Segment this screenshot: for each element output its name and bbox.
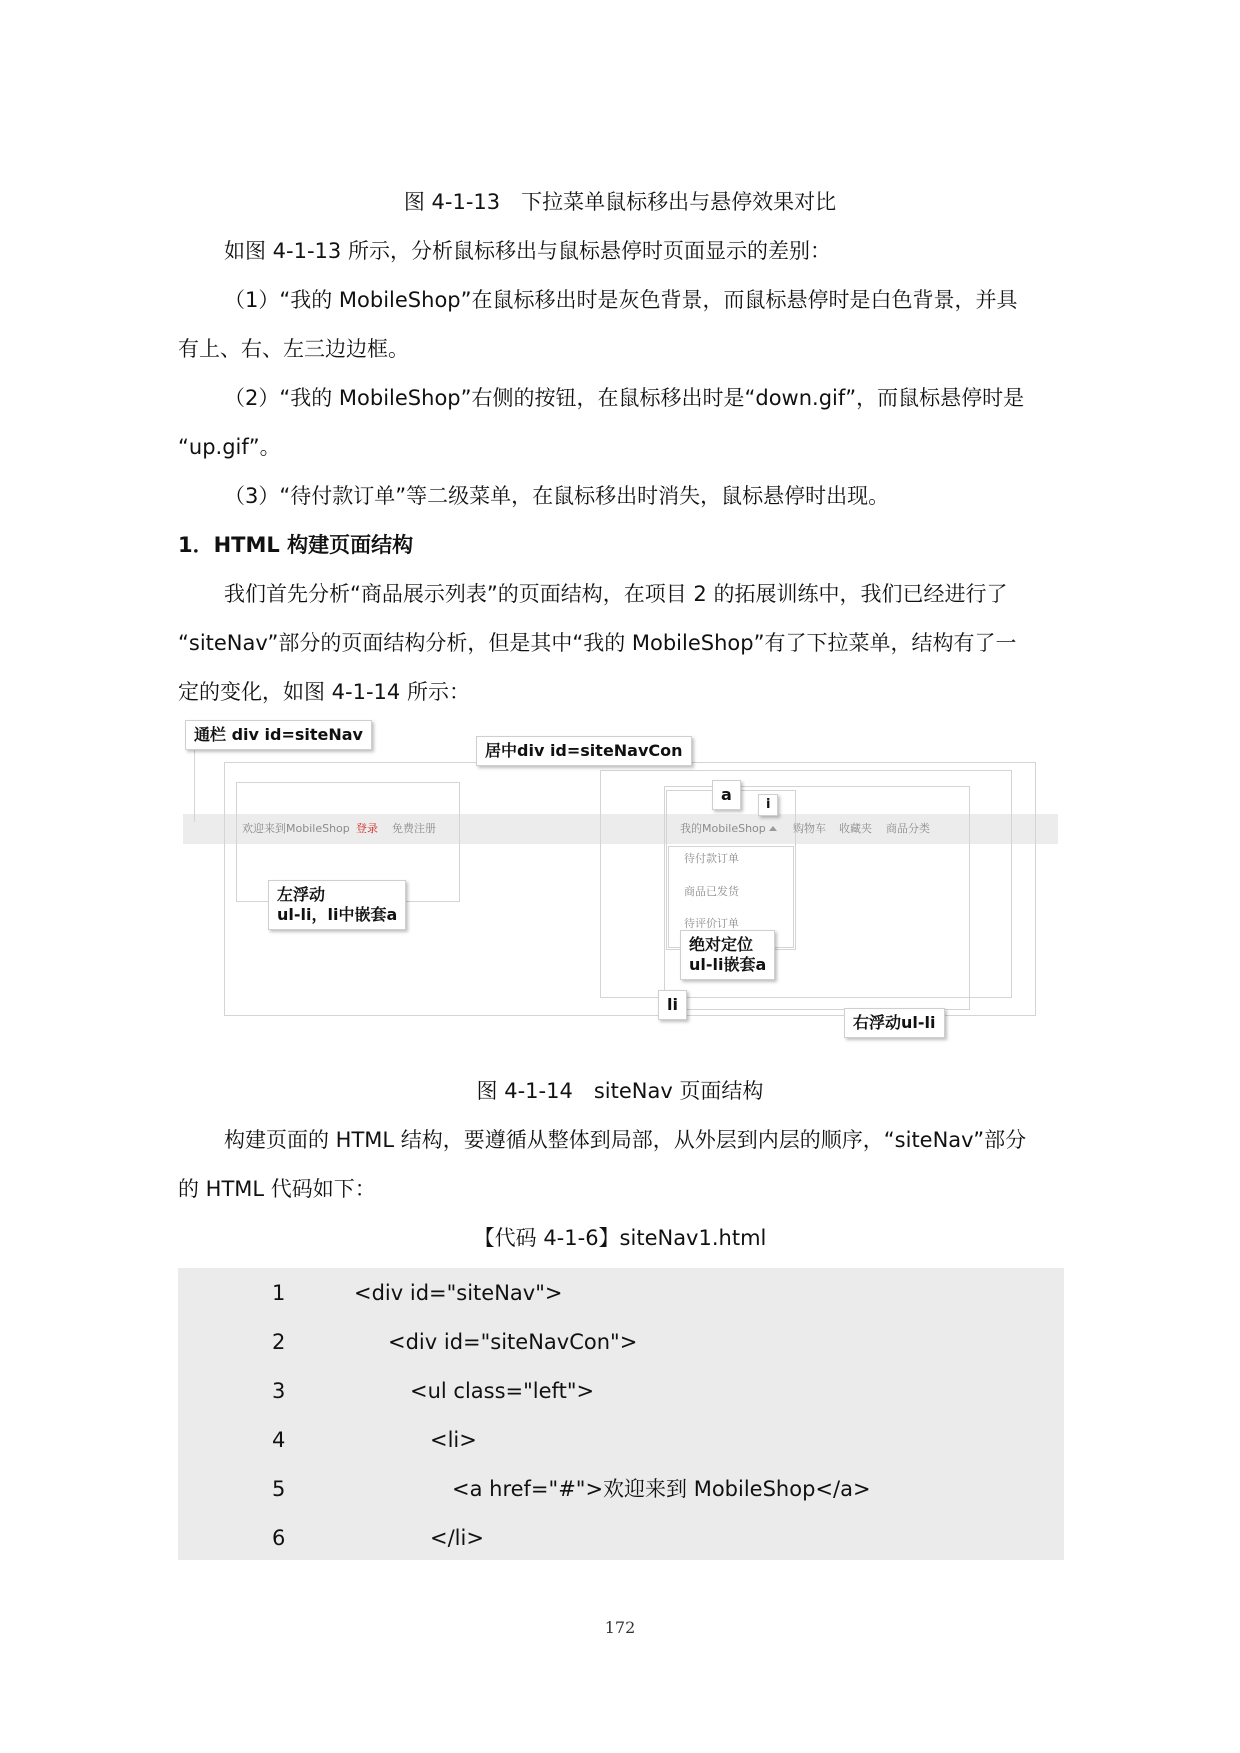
code-line <box>178 1523 1064 1572</box>
callout-sitenavcon: 居中div id=siteNavCon <box>476 736 692 766</box>
code-line <box>178 1278 1064 1327</box>
callout-left-float-line-2: ul-li，li中嵌套a <box>277 905 398 924</box>
code-line <box>178 1474 1064 1523</box>
code-text: <a href="#">欢迎来到 MobileShop</a> <box>452 1477 871 1501</box>
code-line <box>178 1425 1064 1474</box>
nav-login: 登录 <box>356 822 378 835</box>
nav-register: 免费注册 <box>392 822 436 835</box>
up-arrow-icon <box>769 826 777 831</box>
paragraph-2-line-1: 我们首先分析“商品展示列表”的页面结构，在项目 2 的拓展训练中，我们已经进行了 <box>224 582 1008 606</box>
line-number: 4 <box>272 1428 286 1452</box>
nav-cart: 购物车 <box>793 822 826 835</box>
line-number: 1 <box>272 1281 286 1305</box>
line-number: 2 <box>272 1330 286 1354</box>
item-2-line-1: （2）“我的 MobileShop”右侧的按钮，在鼠标移出时是“down.gif”，而鼠标悬停时是 <box>224 386 1025 410</box>
code-block <box>178 1268 1064 1560</box>
nav-my-mobileshop: 我的MobileShop <box>680 822 766 835</box>
callout-right-float: 右浮动ul-li <box>844 1008 945 1038</box>
nav-favorites: 收藏夹 <box>839 822 872 835</box>
callout-sitenav: 通栏 div id=siteNav <box>185 720 372 750</box>
item-1-line-2: 有上、右、左三边边框。 <box>178 337 409 361</box>
code-line <box>178 1376 1064 1425</box>
code-caption: 【代码 4-1-6】siteNav1.html <box>473 1226 767 1250</box>
menu-pending-review: 待评价订单 <box>684 917 739 930</box>
item-2-line-2: “up.gif”。 <box>178 435 281 459</box>
callout-a: a <box>712 780 741 810</box>
item-3: （3）“待付款订单”等二级菜单，在鼠标移出时消失，鼠标悬停时出现。 <box>224 484 890 508</box>
paragraph-3-line-2: 的 HTML 代码如下： <box>178 1177 376 1201</box>
callout-absolute-line-2: ul-li嵌套a <box>689 955 767 974</box>
code-line <box>178 1327 1064 1376</box>
line-number: 3 <box>272 1379 286 1403</box>
callout-absolute-line-1: 绝对定位 <box>689 935 754 954</box>
page-number: 172 <box>604 1618 636 1637</box>
paragraph-2-line-3: 定的变化，如图 4-1-14 所示： <box>178 680 470 704</box>
item-1-line-1: （1）“我的 MobileShop”在鼠标移出时是灰色背景，而鼠标悬停时是白色背景，并具 <box>224 288 1018 312</box>
paragraph-3-line-1: 构建页面的 HTML 结构，要遵循从整体到局部，从外层到内层的顺序，“siteNav”部分 <box>224 1128 1027 1152</box>
callout-left-float <box>268 880 406 930</box>
code-text: <ul class="left"> <box>410 1379 595 1403</box>
callout-i: i <box>758 794 778 816</box>
callout-left-float-line-1: 左浮动 <box>277 885 326 904</box>
figure-14-caption: 图 4-1-14 siteNav 页面结构 <box>476 1079 764 1103</box>
callout-absolute <box>680 930 775 980</box>
code-text: <li> <box>430 1428 477 1452</box>
code-text: </li> <box>430 1526 484 1550</box>
figure-13-caption: 图 4-1-13 下拉菜单鼠标移出与悬停效果对比 <box>403 190 837 214</box>
menu-pending-payment: 待付款订单 <box>684 852 739 865</box>
menu-shipped: 商品已发货 <box>684 885 739 898</box>
code-text: <div id="siteNavCon"> <box>388 1330 638 1354</box>
callout-li: li <box>658 990 687 1020</box>
code-text: <div id="siteNav"> <box>354 1281 563 1305</box>
nav-category: 商品分类 <box>886 822 930 835</box>
line-number: 6 <box>272 1526 286 1550</box>
intro-paragraph: 如图 4-1-13 所示，分析鼠标移出与鼠标悬停时页面显示的差别： <box>224 239 831 263</box>
paragraph-2-line-2: “siteNav”部分的页面结构分析，但是其中“我的 MobileShop”有了下拉菜单，结构有了一 <box>178 631 1017 655</box>
section-heading: 1．HTML 构建页面结构 <box>178 533 414 557</box>
sitenav-structure-figure <box>180 718 1058 1063</box>
nav-welcome: 欢迎来到MobileShop <box>242 822 350 835</box>
line-number: 5 <box>272 1477 286 1501</box>
